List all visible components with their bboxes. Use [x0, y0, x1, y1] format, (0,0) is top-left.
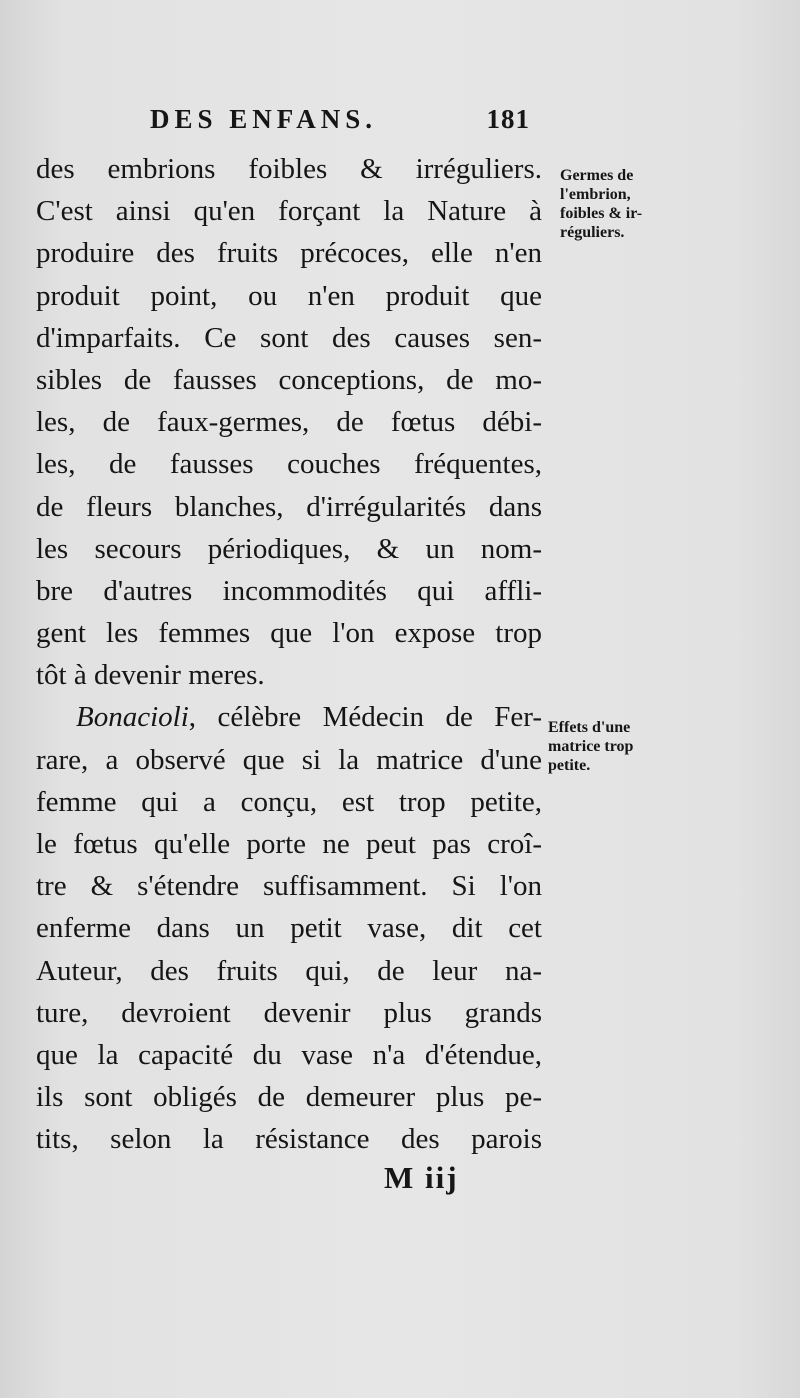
- text-line: les, de faux-germes, de fœtus débi-: [36, 406, 542, 439]
- text-line: bre d'autres incommodités qui affli-: [36, 574, 542, 607]
- text-line: de fleurs blanches, d'irrégularités dans: [36, 490, 542, 523]
- text-line: le fœtus qu'elle porte ne peut pas croî-: [36, 828, 542, 860]
- running-title: DES ENFANS.: [150, 104, 378, 134]
- text-line: tits, selon la résistance des parois: [36, 1123, 542, 1156]
- text-line: sibles de fausses conceptions, de mo-: [36, 363, 542, 396]
- text-fragment: , célèbre Médecin de Fer-: [188, 701, 542, 734]
- margin-note-line: réguliers.: [560, 224, 625, 241]
- text-line: ils sont obligés de demeurer plus pe-: [36, 1081, 542, 1114]
- author-name: Bonacioli: [76, 701, 189, 734]
- text-line: d'imparfaits. Ce sont des causes sen-: [36, 321, 542, 354]
- margin-note-germes: [560, 166, 642, 242]
- text-line: femme qui a conçu, est trop petite,: [36, 785, 542, 818]
- text-line: tôt à devenir meres.: [36, 659, 265, 692]
- text-line: produit point, ou n'en produit que: [36, 279, 542, 312]
- text-line: produire des fruits précoces, elle n'en: [36, 237, 542, 270]
- text-line: C'est ainsi qu'en forçant la Nature à: [36, 195, 542, 228]
- running-head: [150, 104, 530, 144]
- text-line: enferme dans un petit vase, dit cet: [36, 912, 542, 945]
- text-line: les, de fausses couches fréquentes,: [36, 448, 542, 481]
- signature-mark: M iij: [384, 1160, 459, 1195]
- text-line: des embrions foibles & irréguliers.: [36, 153, 542, 185]
- page-number: 181: [486, 104, 530, 134]
- text-line: les secours périodiques, & un nom-: [36, 532, 542, 565]
- margin-note-line: foibles & ir-: [560, 205, 643, 222]
- paragraph-opening-line: [36, 696, 542, 738]
- text-line: ture, devroient devenir plus grands: [36, 996, 542, 1029]
- text-line: gent les femmes que l'on expose trop: [36, 617, 542, 650]
- text-line: rare, a observé que si la matrice d'une: [36, 743, 542, 776]
- text-line: tre & s'étendre suffisamment. Si l'on: [36, 870, 542, 903]
- margin-note-line: l'embrion,: [560, 186, 631, 203]
- text-line: que la capacité du vase n'a d'étendue,: [36, 1038, 542, 1071]
- text-line: Auteur, des fruits qui, de leur na-: [36, 954, 542, 987]
- margin-note-line: matrice trop: [548, 738, 634, 755]
- margin-note-line: Germes de: [560, 167, 634, 184]
- margin-note-effets: [548, 718, 633, 775]
- margin-note-line: Effets d'une: [548, 719, 631, 736]
- margin-note-line: petite.: [548, 757, 591, 774]
- body-text: [36, 148, 542, 1161]
